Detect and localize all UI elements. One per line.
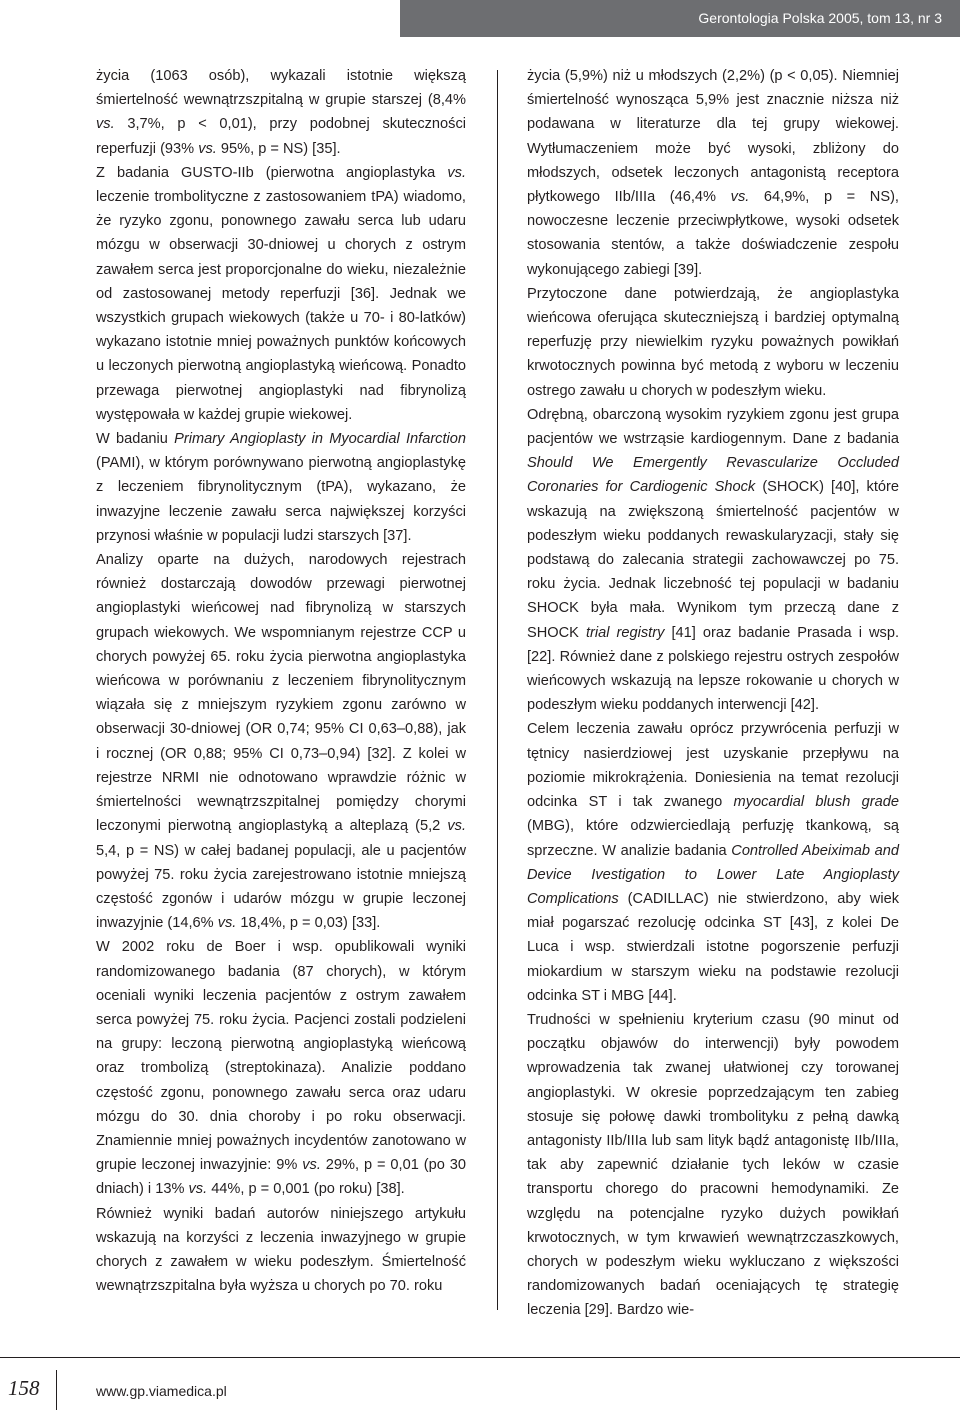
footer-rule [0, 1357, 960, 1358]
right-paragraph-1: życia (5,9%) niż u młodszych (2,2%) (p < 0,05). Niemniej śmiertelność wynosząca 5,9% jest znacznie niższa niż podawana w literaturze dla tej grupy wiekowej. Wytłumaczeniem może być wysoki, zbliżony do młodszych, odsetek leczonych antagonistą receptora płytkowego IIb/IIIa (46,4% vs. 64,9%, p = NS), nowoczesne leczenie przeciwpłytkowe, wysoki odsetek stosowania stentów, a także doświadczenie zespołu wykonującego zabiegi [39]. [527, 68, 899, 278]
page-number: 158 [8, 1376, 40, 1400]
right-paragraph-3: Odrębną, obarczoną wysokim ryzykiem zgonu jest grupa pacjentów we wstrząsie kardiogennym. Dane z badania Should We Emergently Revascularize Occluded Coronaries for Cardiogenic Shock (SHOCK) [40], które wskazują na zwiększoną śmiertelność pacjentów w podeszłym wieku poddanych rewaskularyzacji, stały się podstawą do zalecania strategii zachowawczej po 75. roku życia. Jednak liczebność tej populacji w badaniu SHOCK była mała. Wynikom tym przeczą dane z SHOCK trial registry [41] oraz badanie Prasada i wsp. [22]. Również dane z polskiego rejestru ostrych zespołów wieńcowych wskazują na lepsze rokowanie u chorych w podeszłym wieku poddanych interwencji [42]. [527, 406, 900, 714]
left-paragraph-1: życia (1063 osób), wykazali istotnie większą śmiertelność wewnątrzszpitalną w grupie starszej (8,4% vs. 3,7%, p < 0,01), przy podobnej skuteczności reperfuzji (93% vs. 95%, p = NS) [35]. [96, 68, 466, 157]
study-title-shock: Should We Emergently Revascularize Occluded Coronaries for Cardiogenic Shock [527, 455, 899, 496]
column-divider [497, 70, 498, 1310]
running-head [400, 0, 960, 37]
footer-url[interactable]: www.gp.viamedica.pl [96, 1383, 227, 1399]
right-paragraph-2: Przytoczone dane potwierdzają, że angioplastyka wieńcowa oferująca skuteczniejszą i bardziej optymalną reperfuzję przy niewielkim ryzyku poważnych powikłań krwotocznych powinna być metodą z wyboru w leczeniu ostrego zawału u chorych w podeszłym wieku. [527, 285, 899, 399]
left-paragraph-4: Analizy oparte na dużych, narodowych rejestrach również dostarczają dowodów przewagi pierwotnej angioplastyki wieńcowej nad fibrynolizą w starszych grupach wiekowych. We wspomnianym rejestrze CCP u chorych powyżej 65. roku życia pierwotna angioplastyka wieńcowa w porównaniu z leczeniem fibrynolitycznym wiązała się z mniejszym ryzykiem zgonu zarówno w obserwacji 30-dniowej (OR 0,74; 95% CI 0,63–0,88), jak i rocznej (OR 0,88; 95% CI 0,73–0,94) [32]. Z kolei w rejestrze NRMI nie odnotowano wprawdzie różnic w śmiertelności wewnątrzszpitalnej pomiędzy chorymi leczonymi pierwotną angioplastyką a alteplazą (5,2 vs. 5,4, p = NS) w całej badanej populacji, ale u pacjentów powyżej 75. roku życia zarejestrowano istotnie mniejszą częstość zgonów i udarów mózgu w grupie leczonej inwazyjnie (14,6% vs. 18,4%, p = 0,03) [33]. [96, 552, 466, 932]
left-paragraph-2: Z badania GUSTO-IIb (pierwotna angioplastyka vs. leczenie trombolityczne z zastosowaniem tPA) wiadomo, że ryzyko zgonu, ponownego zawału serca lub udaru mózgu w obserwacji 30-dniowej u chorych z ostrym zawałem serca jest proporcjonalne do wieku, niezależnie od zastosowanej metody reperfuzji [36]. Jednak we wszystkich grupach wiekowych (także u 70- i 80-latków) wykazano istotnie mniej poważnych punktów końcowych u leczonych pierwotną angioplastyką wieńcową. Ponadto przewaga pierwotnej angioplastyki nad fibrynolizą występowała w każdej grupie wiekowej. [96, 164, 466, 423]
right-column [527, 64, 899, 1323]
left-paragraph-5: W 2002 roku de Boer i wsp. opublikowali wyniki randomizowanego badania (87 chorych), w którym oceniali wyniki leczenia pacjentów z ostrym zawałem serca powyżej 75. roku życia. Pacjenci zostali podzieleni na grupy: leczoną pierwotną angioplastyką wieńcową oraz trombolizą (streptokinaza). Analizie poddano częstość zgonu, ponownego zawału serca oraz udaru mózgu do 30. dnia choroby i po roku obserwacji. Znamiennie mniej poważnych incydentów zanotowano w grupie leczonej inwazyjnie: 9% vs. 29%, p = 0,01 (po 30 dniach) i 13% vs. 44%, p = 0,001 (po roku) [38]. [96, 939, 466, 1198]
left-paragraph-3: W badaniu Primary Angioplasty in Myocardial Infarction (PAMI), w którym porównywano pierwotną angioplastykę z leczeniem fibrynolitycznym (tPA), wykazano, że inwazyjne leczenie zawału serca największej korzyści przynosi właśnie w populacji ludzi starszych [37]. [96, 431, 466, 544]
journal-citation: Gerontologia Polska 2005, tom 13, nr 3 [698, 10, 942, 26]
study-title-cadillac: Controlled Abeiximab and Device Ivestigation to Lower Late Angioplasty Complications [527, 842, 899, 907]
study-title-pami: Primary Angioplasty in Myocardial Infarction [174, 431, 466, 448]
left-column [96, 64, 466, 1298]
right-paragraph-4: Celem leczenia zawału oprócz przywrócenia perfuzji w tętnicy nasierdziowej jest uzyskanie przepływu na poziomie mikrokrążenia. Doniesienia na temat rezolucji odcinka ST i tak zwanego myocardial blush grade (MBG), które odzwierciedlają perfuzję tkankową, są sprzeczne. W analizie badania Controlled Abeiximab and Device Ivestigation to Lower Late Angioplasty Complications (CADILLAC) nie stwierdzono, aby wiek miał pogarszać rezolucję odcinka ST [43], z kolei De Luca i wsp. stwierdzali istotne pogorszenie perfuzji miokardium w starszym wieku na podstawie rezolucji odcinka ST i MBG [44]. [527, 721, 899, 1004]
left-paragraph-6: Również wyniki badań autorów niniejszego artykułu wskazują na korzyści z leczenia inwazyjnego w grupie chorych z zawałem w wieku podeszłym. Śmiertelność wewnątrzszpitalna była wyższa u chorych po 70. roku [96, 1205, 466, 1295]
right-paragraph-5: Trudności w spełnieniu kryterium czasu (90 minut od początku objawów do interwencji) były powodem wprowadzenia tak zwanej ułatwionej czy torowanej angioplastyki. W okresie poprzedzającym ten zabieg stosuje się połowę dawki trombolityku z pełną dawką antagonisty IIb/IIIa lub sam lityk bądź antagonistę IIb/IIIa, tak aby zapewnić działanie tych leków w czasie transportu chorego do pracowni hemodynamiki. Ze względu na potencjalne ryzyko dużych powikłań krwotocznych, w tym krwawień wewnątrzczaszkowych, chorych w podeszłym wieku wykluczano z większości randomizowanych badań oceniających tę strategię leczenia [29]. Bardzo wie- [527, 1011, 899, 1319]
